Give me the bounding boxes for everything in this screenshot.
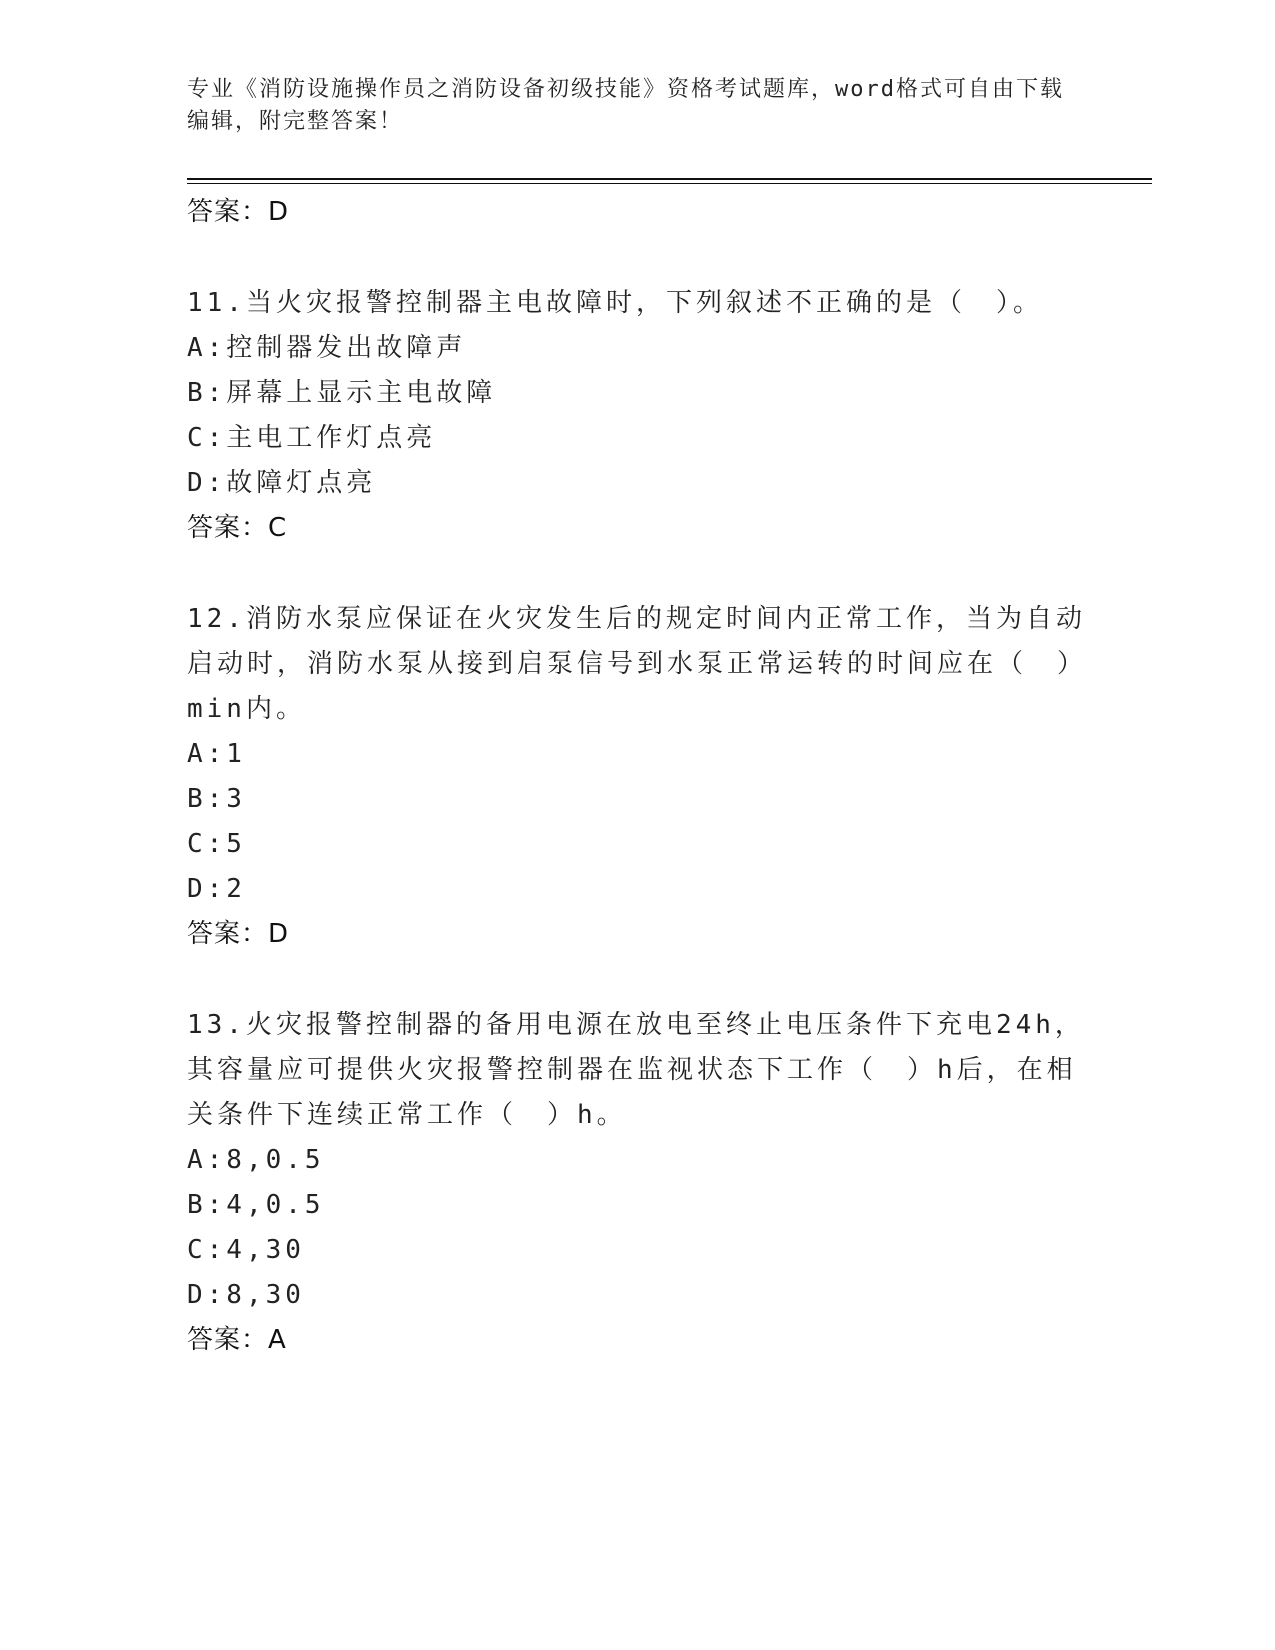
option-b: B:屏幕上显示主电故障 bbox=[187, 378, 497, 408]
option-c: C:5 bbox=[187, 829, 246, 859]
question-11 bbox=[187, 281, 1087, 550]
previous-answer: 答案：D bbox=[187, 197, 290, 227]
option-d: D:2 bbox=[187, 874, 246, 904]
option-d: D:8,30 bbox=[187, 1280, 305, 1310]
option-b: B:3 bbox=[187, 784, 246, 814]
option-a: A:1 bbox=[187, 739, 246, 769]
document-header: 专业《消防设施操作员之消防设备初级技能》资格考试题库，word格式可自由下载编辑，附完整答案！ bbox=[187, 77, 1064, 134]
option-c: C:主电工作灯点亮 bbox=[187, 423, 437, 453]
answer: 答案：A bbox=[187, 1325, 287, 1355]
question-stem: 11.当火灾报警控制器主电故障时，下列叙述不正确的是（ ）。 bbox=[187, 288, 1043, 318]
question-12 bbox=[187, 597, 1087, 956]
answer: 答案：D bbox=[187, 919, 290, 949]
question-list bbox=[187, 190, 1087, 1362]
option-b: B:4,0.5 bbox=[187, 1190, 325, 1220]
option-c: C:4,30 bbox=[187, 1235, 305, 1265]
header-divider-thick bbox=[187, 178, 1152, 180]
option-d: D:故障灯点亮 bbox=[187, 468, 377, 498]
question-13 bbox=[187, 1003, 1087, 1362]
header-divider-thin bbox=[187, 183, 1152, 184]
option-a: A:控制器发出故障声 bbox=[187, 333, 467, 363]
answer: 答案：C bbox=[187, 513, 288, 543]
question-stem: 12.消防水泵应保证在火灾发生后的规定时间内正常工作，当为自动启动时，消防水泵从接到启泵信号到水泵正常运转的时间应在（ ）min内。 bbox=[187, 604, 1088, 724]
option-a: A:8,0.5 bbox=[187, 1145, 325, 1175]
question-stem: 13.火灾报警控制器的备用电源在放电至终止电压条件下充电24h，其容量应可提供火灾报警控制器在监视状态下工作（ ）h后，在相关条件下连续正常工作（ ）h。 bbox=[187, 1010, 1085, 1130]
